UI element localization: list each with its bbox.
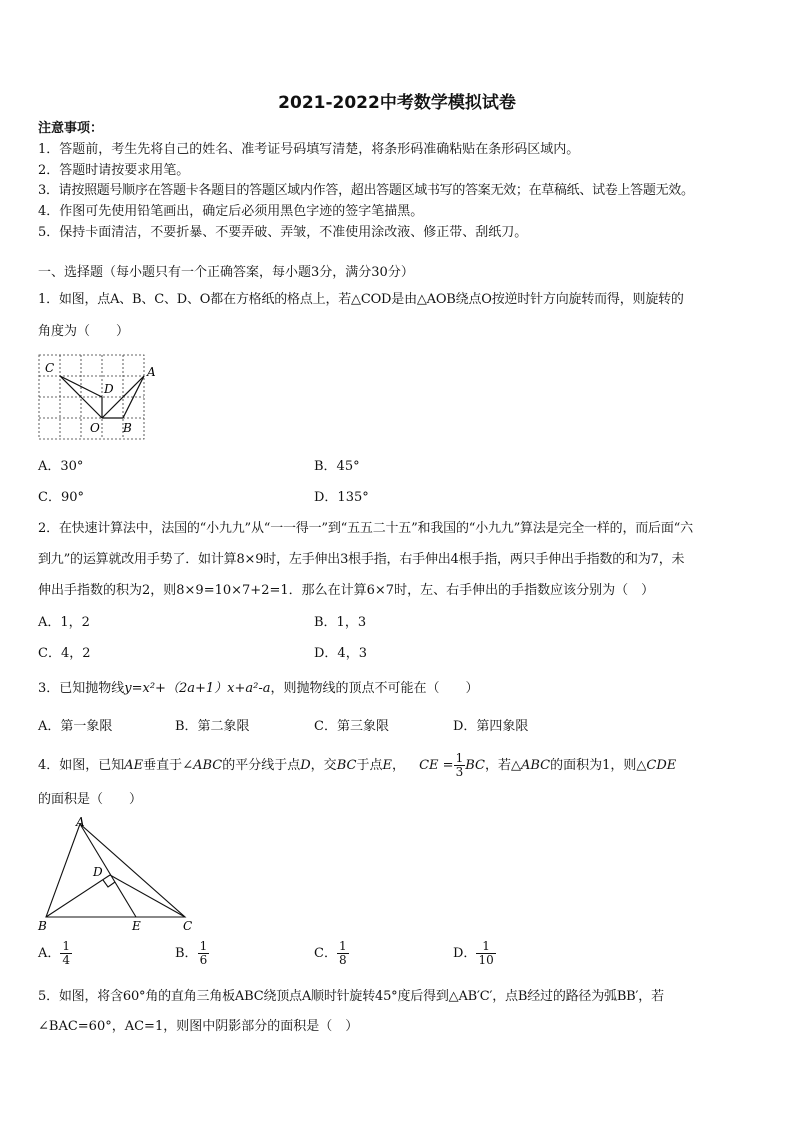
q2-stem-line1: 2．在快速计算法中，法国的“小九九”从“一一得一”到“五五二十五”和我国的“小九九”算法是完全一样的，而后面“六: [38, 521, 693, 536]
q4-option-c-frac: [337, 940, 349, 967]
notice-item-2: 2．答题时请按要求用笔。: [38, 163, 190, 178]
q4-option-c-den: 8: [338, 953, 347, 967]
q4-option-d: [453, 940, 496, 967]
q4-cde: CDE: [646, 758, 677, 773]
q1-label-c: C: [45, 361, 55, 375]
q4-option-a: [38, 940, 72, 967]
q4-option-b-label: B．: [175, 946, 198, 961]
q4-text-4: ，交: [310, 758, 337, 773]
q4-option-b: [175, 940, 209, 967]
q4-stem-line2: 的面积是（ ）: [38, 792, 143, 807]
q4-option-a-frac: [60, 940, 72, 967]
q1-option-d: D．135°: [314, 490, 369, 505]
q4-bc2: BC: [465, 758, 485, 773]
q4-option-a-den: 4: [62, 953, 71, 967]
q1-grid-figure: [32, 350, 162, 445]
page-title: 2021-2022中考数学模拟试卷: [278, 93, 516, 113]
q1-option-b: B．45°: [314, 459, 360, 474]
q4-label-e: E: [132, 919, 141, 933]
q5-stem-line1: 5．如图，将含60°角的直角三角板ABC绕顶点A顺时针旋转45°度后得到△AB′C′，点B经过的路径为弧BB′，若: [38, 989, 664, 1004]
q4-label-d: D: [93, 865, 103, 879]
q4-triangle-figure: [32, 814, 202, 936]
q1-label-o: O: [90, 421, 100, 435]
q4-option-d-num: 1: [476, 940, 495, 954]
q4-ae: AE: [124, 758, 144, 773]
q3-prefix: 3．已知抛物线: [38, 681, 125, 696]
q4-option-c-num: 1: [338, 939, 347, 953]
q1-label-d: D: [104, 382, 114, 396]
q1-stem-line1: 1．如图，点A、B、C、D、O都在方格纸的格点上，若△COD是由△AOB绕点O按逆时针方向旋转而得，则旋转的: [38, 292, 684, 307]
q3-suffix: ，则抛物线的顶点不可能在（ ）: [270, 681, 479, 696]
q2-option-d: D．4，3: [314, 646, 367, 661]
q4-label-c: C: [183, 919, 193, 933]
q4-fraction: [454, 752, 466, 779]
q4-text-3: 的平分线于点: [222, 758, 301, 773]
q4-angle: ∠ABC: [182, 758, 223, 773]
q4-frac-den: 3: [455, 765, 464, 779]
q4-abc: ABC: [520, 758, 551, 773]
section-heading: 一、选择题（每小题只有一个正确答案，每小题3分，满分30分）: [38, 265, 414, 280]
q4-option-c: [314, 940, 349, 967]
q4-frac-num: 1: [455, 751, 464, 765]
q4-option-b-frac: [198, 940, 210, 967]
q4-option-a-num: 1: [62, 939, 71, 953]
q4-option-d-frac: [476, 940, 495, 967]
q1-label-b: B: [123, 421, 132, 435]
q2-option-c: C．4，2: [38, 646, 91, 661]
q4-option-b-den: 6: [199, 953, 208, 967]
notice-item-4: 4．作图可先使用铅笔画出，确定后必须用黑色字迹的签字笔描黑。: [38, 204, 424, 219]
q3-option-b: B．第二象限: [175, 719, 250, 734]
q4-text-8: 的面积为1，则△: [550, 758, 647, 773]
q4-option-d-label: D．: [453, 946, 477, 961]
q2-option-a: A．1，2: [38, 615, 90, 630]
q4-label-b: B: [38, 919, 47, 933]
q3-option-a: A．第一象限: [38, 719, 113, 734]
q1-stem-line2: 角度为（ ）: [38, 324, 130, 339]
q4-d: D: [300, 758, 311, 773]
q4-label-a: A: [76, 815, 85, 829]
q2-stem-line3: 伸出手指数的积为2，则8×9=10×7+2=1．那么在计算6×7时，左、右手伸出的手指数应该分别为（ ）: [38, 583, 655, 598]
q4-text-1: 4．如图，已知: [38, 758, 125, 773]
q2-option-b: B．1，3: [314, 615, 367, 630]
q4-bc: BC: [336, 758, 357, 773]
q4-ce: CE =: [419, 758, 454, 773]
q1-option-c: C．90°: [38, 490, 84, 505]
q4-e: E: [382, 758, 392, 773]
q2-stem-line2: 到九”的运算就改用手势了．如计算8×9时，左手伸出3根手指，右手伸出4根手指，两只手伸出手指数的和为7，未: [38, 552, 685, 567]
notice-item-1: 1．答题前，考生先将自己的姓名、准考证号码填写清楚，将条形码准确粘贴在条形码区域内。: [38, 142, 580, 157]
q1-label-a: A: [147, 365, 156, 379]
q4-text-7: ，若△: [484, 758, 521, 773]
q3-option-c: C．第三象限: [314, 719, 389, 734]
notice-item-3: 3．请按照题号顺序在答题卡各题目的答题区域内作答，超出答题区域书写的答案无效；在草稿纸、试卷上答题无效。: [38, 183, 694, 198]
q1-option-a: A．30°: [38, 459, 84, 474]
q5-stem-line2: ∠BAC=60°，AC=1，则图中阴影部分的面积是（ ）: [38, 1019, 359, 1034]
q3-formula: y=x²+（2a+1）x+a²-a: [124, 681, 271, 696]
q4-stem-line1: [38, 752, 760, 779]
q4-option-c-label: C．: [314, 946, 337, 961]
q3-stem: [38, 680, 760, 698]
notice-item-5: 5．保持卡面清洁，不要折暴、不要弄破、弄皱，不准使用涂改液、修正带、刮纸刀。: [38, 225, 528, 240]
q4-text-6: ，: [391, 758, 405, 773]
q4-option-a-label: A．: [38, 946, 61, 961]
q4-option-d-den: 10: [478, 953, 494, 967]
q4-option-b-num: 1: [199, 939, 208, 953]
q4-text-2: 垂直于: [143, 758, 183, 773]
q3-option-d: D．第四象限: [453, 719, 529, 734]
q4-text-5: 于点: [356, 758, 383, 773]
notice-heading: 注意事项：: [38, 121, 104, 136]
